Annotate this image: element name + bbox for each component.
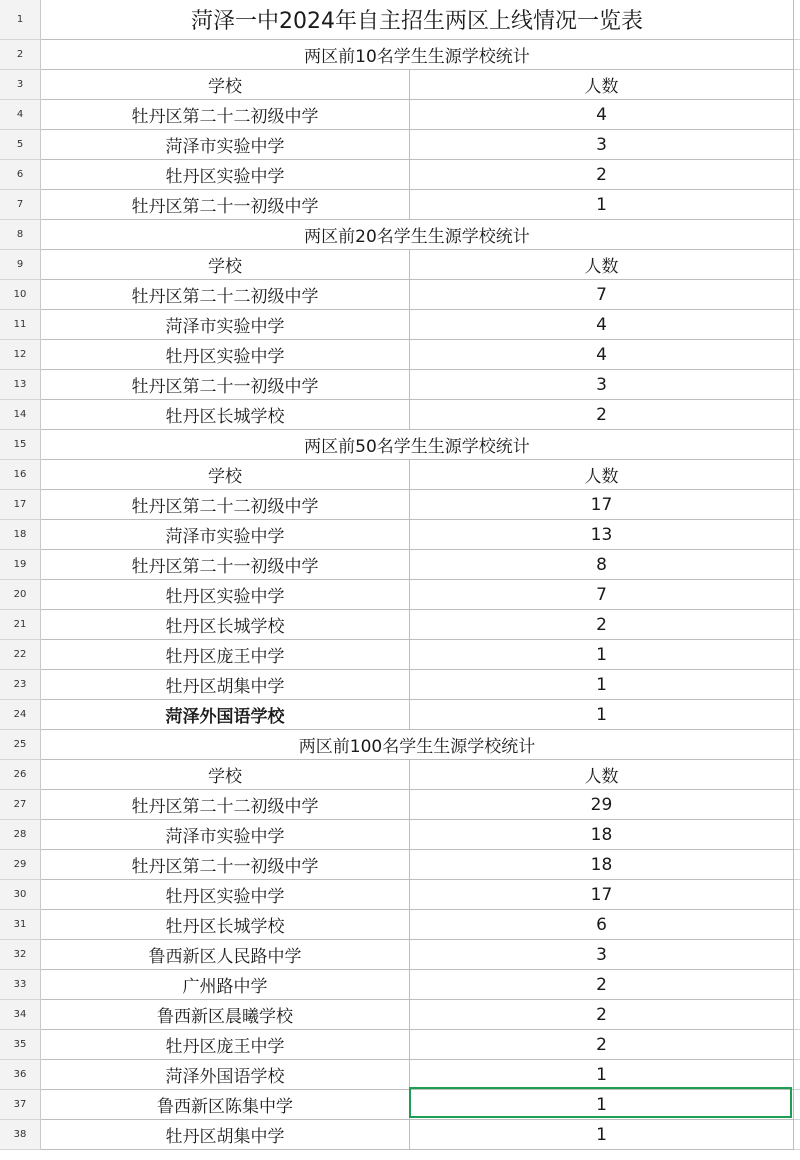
section-title-cell[interactable]: 两区前50名学生生源学校统计 <box>41 430 794 460</box>
sheet-row <box>0 400 800 430</box>
next-column-edge <box>794 790 800 820</box>
count-cell[interactable]: 2 <box>410 160 794 190</box>
count-cell[interactable]: 18 <box>410 850 794 880</box>
row-number[interactable]: 29 <box>0 850 41 880</box>
row-number[interactable]: 1 <box>0 0 41 40</box>
row-number[interactable]: 5 <box>0 130 41 160</box>
row-number[interactable]: 33 <box>0 970 41 1000</box>
row-number[interactable]: 28 <box>0 820 41 850</box>
school-name-cell[interactable]: 牡丹区第二十二初级中学 <box>41 790 410 820</box>
row-number[interactable]: 26 <box>0 760 41 790</box>
row-number[interactable]: 22 <box>0 640 41 670</box>
count-cell[interactable]: 1 <box>410 190 794 220</box>
next-column-edge <box>794 1000 800 1030</box>
next-column-edge <box>794 460 800 490</box>
sheet-title-cell[interactable]: 菏泽一中2024年自主招生两区上线情况一览表 <box>41 0 794 40</box>
school-name-cell[interactable]: 牡丹区实验中学 <box>41 580 410 610</box>
next-column-edge <box>794 100 800 130</box>
school-name-cell[interactable]: 菏泽外国语学校 <box>41 700 410 730</box>
next-column-edge <box>794 430 800 460</box>
row-number[interactable]: 4 <box>0 100 41 130</box>
sheet-row <box>0 820 800 850</box>
sheet-row <box>0 730 800 760</box>
school-name-cell[interactable]: 牡丹区第二十二初级中学 <box>41 490 410 520</box>
count-cell[interactable]: 2 <box>410 1030 794 1060</box>
count-cell[interactable]: 2 <box>410 970 794 1000</box>
row-number[interactable]: 11 <box>0 310 41 340</box>
row-number[interactable]: 34 <box>0 1000 41 1030</box>
row-number[interactable]: 15 <box>0 430 41 460</box>
sheet-row <box>0 700 800 730</box>
sheet-row <box>0 310 800 340</box>
count-cell[interactable]: 2 <box>410 400 794 430</box>
count-cell[interactable]: 8 <box>410 550 794 580</box>
row-number[interactable]: 13 <box>0 370 41 400</box>
next-column-edge <box>794 610 800 640</box>
count-cell[interactable]: 1 <box>410 640 794 670</box>
next-column-edge <box>794 40 800 70</box>
header-school-cell[interactable]: 学校 <box>41 760 410 790</box>
count-cell[interactable]: 13 <box>410 520 794 550</box>
next-column-edge <box>794 520 800 550</box>
row-number[interactable]: 37 <box>0 1090 41 1120</box>
row-number[interactable]: 25 <box>0 730 41 760</box>
next-column-edge <box>794 580 800 610</box>
sheet-row <box>0 130 800 160</box>
sheet-row <box>0 670 800 700</box>
count-cell[interactable]: 18 <box>410 820 794 850</box>
sheet-row <box>0 280 800 310</box>
header-school-cell[interactable]: 学校 <box>41 460 410 490</box>
sheet-row <box>0 1000 800 1030</box>
count-cell[interactable]: 29 <box>410 790 794 820</box>
row-number[interactable]: 38 <box>0 1120 41 1150</box>
school-name-cell[interactable]: 牡丹区庞王中学 <box>41 1030 410 1060</box>
count-cell[interactable]: 4 <box>410 310 794 340</box>
next-column-edge <box>794 1120 800 1150</box>
row-number[interactable]: 3 <box>0 70 41 100</box>
school-name-cell[interactable]: 牡丹区第二十一初级中学 <box>41 190 410 220</box>
row-number[interactable]: 16 <box>0 460 41 490</box>
count-cell[interactable]: 3 <box>410 370 794 400</box>
school-name-cell[interactable]: 牡丹区第二十二初级中学 <box>41 100 410 130</box>
next-column-edge <box>794 0 800 40</box>
school-name-cell[interactable]: 广州路中学 <box>41 970 410 1000</box>
school-name-cell[interactable]: 鲁西新区晨曦学校 <box>41 1000 410 1030</box>
row-number[interactable]: 6 <box>0 160 41 190</box>
school-name-cell[interactable]: 牡丹区长城学校 <box>41 910 410 940</box>
count-cell[interactable]: 1 <box>410 670 794 700</box>
sheet-row <box>0 1030 800 1060</box>
count-cell[interactable]: 3 <box>410 130 794 160</box>
sheet-row <box>0 550 800 580</box>
count-cell[interactable]: 7 <box>410 580 794 610</box>
header-count-cell[interactable]: 人数 <box>410 70 794 100</box>
section-title-cell[interactable]: 两区前20名学生生源学校统计 <box>41 220 794 250</box>
next-column-edge <box>794 880 800 910</box>
sheet-row <box>0 580 800 610</box>
school-name-cell[interactable]: 牡丹区长城学校 <box>41 610 410 640</box>
school-name-cell[interactable]: 牡丹区第二十一初级中学 <box>41 370 410 400</box>
next-column-edge <box>794 130 800 160</box>
sheet-row <box>0 610 800 640</box>
row-number[interactable]: 8 <box>0 220 41 250</box>
row-number[interactable]: 24 <box>0 700 41 730</box>
next-column-edge <box>794 1060 800 1090</box>
sheet-row <box>0 880 800 910</box>
next-column-edge <box>794 490 800 520</box>
next-column-edge <box>794 160 800 190</box>
count-cell[interactable]: 17 <box>410 880 794 910</box>
school-name-cell[interactable]: 牡丹区第二十一初级中学 <box>41 850 410 880</box>
sheet-row <box>0 970 800 1000</box>
next-column-edge <box>794 940 800 970</box>
next-column-edge <box>794 280 800 310</box>
sheet-row <box>0 910 800 940</box>
school-name-cell[interactable]: 菏泽市实验中学 <box>41 310 410 340</box>
header-school-cell[interactable]: 学校 <box>41 250 410 280</box>
count-cell[interactable]: 6 <box>410 910 794 940</box>
next-column-edge <box>794 220 800 250</box>
row-number[interactable]: 35 <box>0 1030 41 1060</box>
next-column-edge <box>794 190 800 220</box>
count-cell[interactable]: 1 <box>410 700 794 730</box>
row-number[interactable]: 27 <box>0 790 41 820</box>
count-cell[interactable]: 1 <box>410 1060 794 1090</box>
row-number[interactable]: 30 <box>0 880 41 910</box>
next-column-edge <box>794 970 800 1000</box>
next-column-edge <box>794 760 800 790</box>
row-number[interactable]: 9 <box>0 250 41 280</box>
row-number[interactable]: 2 <box>0 40 41 70</box>
section-title-cell[interactable]: 两区前10名学生生源学校统计 <box>41 40 794 70</box>
next-column-edge <box>794 670 800 700</box>
row-number[interactable]: 17 <box>0 490 41 520</box>
school-name-cell[interactable]: 菏泽市实验中学 <box>41 130 410 160</box>
school-name-cell[interactable]: 鲁西新区陈集中学 <box>41 1090 410 1120</box>
sheet-row <box>0 100 800 130</box>
sheet-row <box>0 640 800 670</box>
school-name-cell[interactable]: 牡丹区实验中学 <box>41 340 410 370</box>
next-column-edge <box>794 850 800 880</box>
count-cell[interactable]: 3 <box>410 940 794 970</box>
count-cell[interactable]: 1 <box>410 1120 794 1150</box>
sheet-row <box>0 850 800 880</box>
sheet-row <box>0 370 800 400</box>
sheet-row <box>0 430 800 460</box>
row-number[interactable]: 21 <box>0 610 41 640</box>
sheet-row <box>0 40 800 70</box>
school-name-cell[interactable]: 牡丹区长城学校 <box>41 400 410 430</box>
school-name-cell[interactable]: 鲁西新区人民路中学 <box>41 940 410 970</box>
sheet-row <box>0 190 800 220</box>
next-column-edge <box>794 250 800 280</box>
next-column-edge <box>794 1090 800 1120</box>
count-cell[interactable]: 17 <box>410 490 794 520</box>
school-name-cell[interactable]: 牡丹区胡集中学 <box>41 1120 410 1150</box>
row-number[interactable]: 32 <box>0 940 41 970</box>
row-number[interactable]: 19 <box>0 550 41 580</box>
school-name-cell[interactable]: 菏泽市实验中学 <box>41 520 410 550</box>
sheet-row <box>0 0 800 40</box>
count-cell-selected[interactable]: 1 <box>410 1090 794 1120</box>
header-count-cell[interactable]: 人数 <box>410 460 794 490</box>
next-column-edge <box>794 310 800 340</box>
sheet-row <box>0 340 800 370</box>
school-name-cell[interactable]: 牡丹区实验中学 <box>41 880 410 910</box>
school-name-cell[interactable]: 牡丹区第二十一初级中学 <box>41 550 410 580</box>
section-title-cell[interactable]: 两区前100名学生生源学校统计 <box>41 730 794 760</box>
count-cell[interactable]: 2 <box>410 1000 794 1030</box>
sheet-row <box>0 1120 800 1150</box>
next-column-edge <box>794 1030 800 1060</box>
next-column-edge <box>794 640 800 670</box>
count-cell[interactable]: 4 <box>410 340 794 370</box>
school-name-cell[interactable]: 牡丹区第二十二初级中学 <box>41 280 410 310</box>
sheet-row <box>0 160 800 190</box>
row-number[interactable]: 31 <box>0 910 41 940</box>
school-name-cell[interactable]: 菏泽市实验中学 <box>41 820 410 850</box>
sheet-row <box>0 460 800 490</box>
next-column-edge <box>794 370 800 400</box>
school-name-cell[interactable]: 牡丹区实验中学 <box>41 160 410 190</box>
header-count-cell[interactable]: 人数 <box>410 760 794 790</box>
row-number[interactable]: 7 <box>0 190 41 220</box>
sheet-row <box>0 250 800 280</box>
row-number[interactable]: 20 <box>0 580 41 610</box>
sheet-row <box>0 490 800 520</box>
row-number[interactable]: 23 <box>0 670 41 700</box>
count-cell[interactable]: 7 <box>410 280 794 310</box>
row-number[interactable]: 12 <box>0 340 41 370</box>
sheet-row <box>0 1090 800 1120</box>
next-column-edge <box>794 340 800 370</box>
row-number[interactable]: 36 <box>0 1060 41 1090</box>
sheet-row <box>0 220 800 250</box>
count-cell[interactable]: 2 <box>410 610 794 640</box>
next-column-edge <box>794 910 800 940</box>
next-column-edge <box>794 550 800 580</box>
header-count-cell[interactable]: 人数 <box>410 250 794 280</box>
sheet-row <box>0 1060 800 1090</box>
next-column-edge <box>794 730 800 760</box>
school-name-cell[interactable]: 牡丹区庞王中学 <box>41 640 410 670</box>
next-column-edge <box>794 820 800 850</box>
sheet-row <box>0 70 800 100</box>
row-number[interactable]: 10 <box>0 280 41 310</box>
sheet-row <box>0 520 800 550</box>
row-number[interactable]: 18 <box>0 520 41 550</box>
header-school-cell[interactable]: 学校 <box>41 70 410 100</box>
row-number[interactable]: 14 <box>0 400 41 430</box>
school-name-cell[interactable]: 菏泽外国语学校 <box>41 1060 410 1090</box>
count-cell[interactable]: 4 <box>410 100 794 130</box>
sheet-row <box>0 790 800 820</box>
next-column-edge <box>794 700 800 730</box>
school-name-cell[interactable]: 牡丹区胡集中学 <box>41 670 410 700</box>
sheet-row <box>0 940 800 970</box>
sheet-row <box>0 760 800 790</box>
next-column-edge <box>794 400 800 430</box>
next-column-edge <box>794 70 800 100</box>
